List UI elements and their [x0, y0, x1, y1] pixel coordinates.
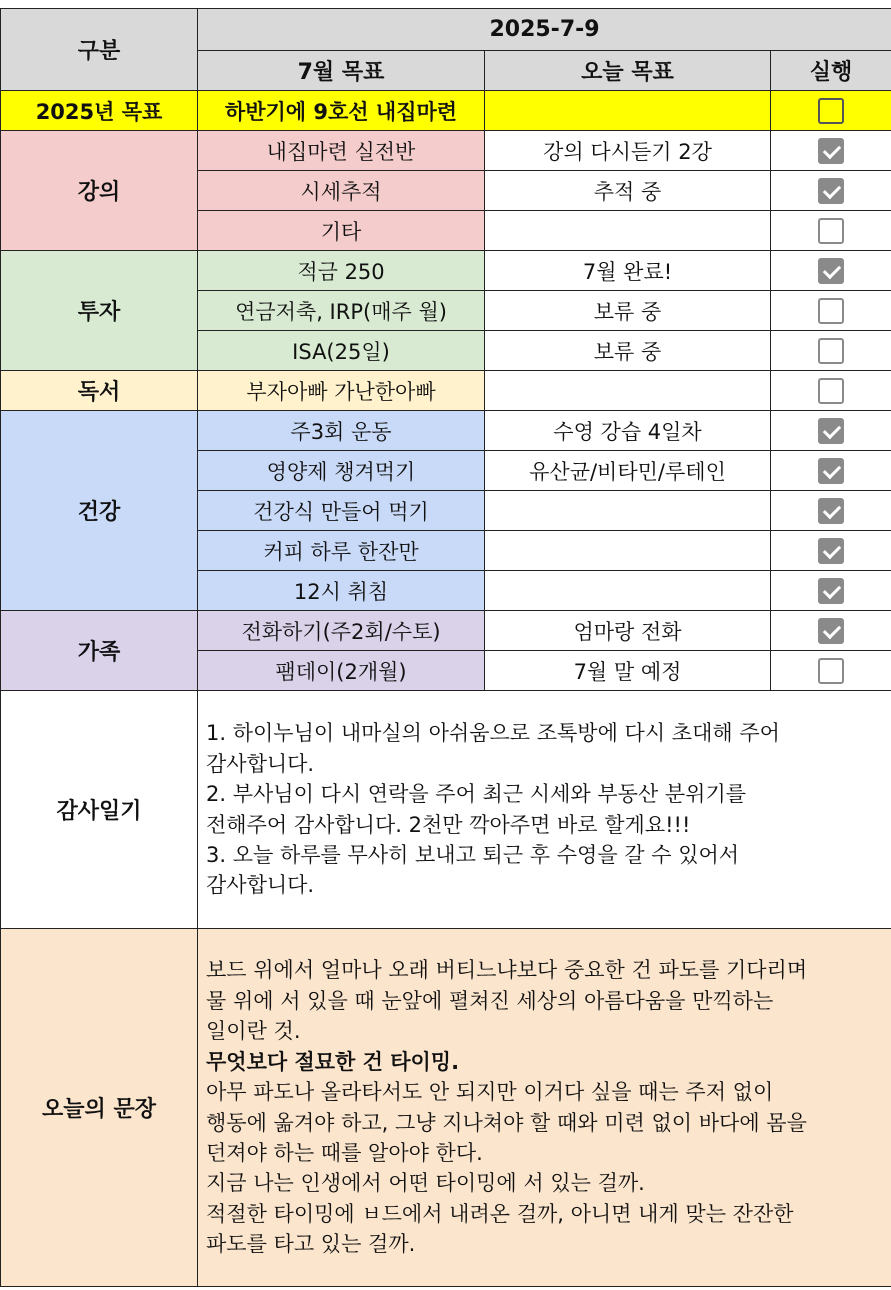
- category-cell: 투자: [1, 251, 198, 371]
- goal-row: [1, 131, 891, 171]
- goal-sheet: [0, 8, 891, 1287]
- sentence-line: 일이란 것.: [206, 1019, 301, 1044]
- sentence-line: 아무 파도나 올라타서도 안 되지만 이거다 싶을 때는 주저 없이: [206, 1080, 774, 1105]
- month-goal-cell: 적금 250: [198, 251, 485, 291]
- sentence-line: 적절한 타이밍에 ㅂ드에서 내려온 걸까, 아니면 내게 맞는 잔잔한: [206, 1201, 794, 1226]
- done-cell: [771, 331, 891, 371]
- year-goal-today: [485, 91, 771, 131]
- month-goal-cell: 주3회 운동: [198, 411, 485, 451]
- sentence-line: 행동에 옮겨야 하고, 그냥 지나쳐야 할 때와 미련 없이 바다에 몸을: [206, 1110, 807, 1135]
- sentence-label: 오늘의 문장: [1, 929, 198, 1287]
- checkbox-checked[interactable]: [818, 258, 844, 284]
- month-goal-cell: 내집마련 실전반: [198, 131, 485, 171]
- today-goal-cell: 유산균/비타민/루테인: [485, 451, 771, 491]
- category-cell: 독서: [1, 371, 198, 411]
- month-goal-cell: ISA(25일): [198, 331, 485, 371]
- done-cell: [771, 171, 891, 211]
- today-goal-cell: 보류 중: [485, 331, 771, 371]
- today-goal-cell: 추적 중: [485, 171, 771, 211]
- month-goal-cell: 영양제 챙겨먹기: [198, 451, 485, 491]
- today-goal-cell: 보류 중: [485, 291, 771, 331]
- done-cell: [771, 571, 891, 611]
- goal-row: [1, 251, 891, 291]
- month-goal-cell: 연금저축, IRP(매주 월): [198, 291, 485, 331]
- sentence-line: 파도를 타고 있는 걸까.: [206, 1232, 416, 1257]
- today-goal-cell: 7월 말 예정: [485, 651, 771, 691]
- done-cell: [771, 531, 891, 571]
- month-goal-cell: 팸데이(2개월): [198, 651, 485, 691]
- category-cell: 강의: [1, 131, 198, 251]
- gratitude-text: [198, 691, 891, 929]
- done-cell: [771, 211, 891, 251]
- today-goal-cell: [485, 371, 771, 411]
- done-cell: [771, 611, 891, 651]
- checkbox[interactable]: [818, 338, 844, 364]
- month-goal-cell: 기타: [198, 211, 485, 251]
- sentence-line: 물 위에 서 있을 때 눈앞에 펼쳐진 세상의 아름다움을 만끽하는: [206, 988, 774, 1013]
- sentence-row: [1, 929, 891, 1287]
- year-goal-label: 2025년 목표: [1, 91, 198, 131]
- checkbox[interactable]: [818, 378, 844, 404]
- done-cell: [771, 131, 891, 171]
- goal-row: [1, 411, 891, 451]
- gratitude-line: 3. 오늘 하루를 무사히 보내고 퇴근 후 수영을 갈 수 있어서: [206, 842, 740, 867]
- checkbox-checked[interactable]: [818, 458, 844, 484]
- month-goal-cell: 건강식 만들어 먹기: [198, 491, 485, 531]
- today-goal-cell: [485, 571, 771, 611]
- year-goal-check-cell: [771, 91, 891, 131]
- checkbox-checked[interactable]: [818, 138, 844, 164]
- today-goal-cell: 7월 완료!: [485, 251, 771, 291]
- checkbox-checked[interactable]: [818, 178, 844, 204]
- goal-row: [1, 611, 891, 651]
- checkbox[interactable]: [818, 658, 844, 684]
- gratitude-line: 2. 부사님이 다시 연락을 주어 최근 시세와 부동산 분위기를: [206, 782, 747, 807]
- sentence-text: [198, 929, 891, 1287]
- today-goal-cell: 강의 다시듣기 2강: [485, 131, 771, 171]
- checkbox-checked[interactable]: [818, 618, 844, 644]
- done-cell: [771, 411, 891, 451]
- month-goal-cell: 커피 하루 한잔만: [198, 531, 485, 571]
- sentence-line: 보드 위에서 얼마나 오래 버티느냐보다 중요한 건 파도를 기다리며: [206, 958, 808, 983]
- gratitude-row: [1, 691, 891, 929]
- gratitude-line: 전해주어 감사합니다. 2천만 깍아주면 바로 할게요!!!: [206, 812, 691, 837]
- sentence-line: 던져야 하는 때를 알아야 한다.: [206, 1140, 483, 1165]
- sentence-line: 무엇보다 절묘한 건 타이밍.: [206, 1049, 460, 1074]
- today-goal-cell: [485, 491, 771, 531]
- done-cell: [771, 451, 891, 491]
- done-cell: [771, 251, 891, 291]
- done-cell: [771, 291, 891, 331]
- header-category: 구분: [1, 9, 198, 91]
- checkbox-checked[interactable]: [818, 418, 844, 444]
- today-goal-cell: 수영 강습 4일차: [485, 411, 771, 451]
- gratitude-label: 감사일기: [1, 691, 198, 929]
- checkbox-checked[interactable]: [818, 498, 844, 524]
- checkbox[interactable]: [818, 218, 844, 244]
- checkbox-checked[interactable]: [818, 578, 844, 604]
- sentence-line: 지금 나는 인생에서 어떤 타이밍에 서 있는 걸까.: [206, 1171, 645, 1196]
- month-goal-cell: 12시 취침: [198, 571, 485, 611]
- year-goal-text: 하반기에 9호선 내집마련: [198, 91, 485, 131]
- category-cell: 건강: [1, 411, 198, 611]
- header-date: 2025-7-9: [198, 9, 891, 51]
- month-goal-cell: 시세추적: [198, 171, 485, 211]
- header-today-goal: 오늘 목표: [485, 51, 771, 91]
- done-cell: [771, 371, 891, 411]
- month-goal-cell: 전화하기(주2회/수토): [198, 611, 485, 651]
- today-goal-cell: [485, 211, 771, 251]
- gratitude-line: 1. 하이누님이 내마실의 아쉬움으로 조톡방에 다시 초대해 주어: [206, 721, 780, 746]
- header-month-goal: 7월 목표: [198, 51, 485, 91]
- gratitude-line: 감사합니다.: [206, 873, 315, 898]
- done-cell: [771, 491, 891, 531]
- checkbox[interactable]: [818, 298, 844, 324]
- gratitude-line: 감사합니다.: [206, 751, 315, 776]
- year-goal-row: [1, 91, 891, 131]
- today-goal-cell: 엄마랑 전화: [485, 611, 771, 651]
- header-done: 실행: [771, 51, 891, 91]
- category-cell: 가족: [1, 611, 198, 691]
- goal-row: [1, 371, 891, 411]
- done-cell: [771, 651, 891, 691]
- checkbox-checked[interactable]: [818, 538, 844, 564]
- month-goal-cell: 부자아빠 가난한아빠: [198, 371, 485, 411]
- today-goal-cell: [485, 531, 771, 571]
- checkbox[interactable]: [818, 98, 844, 124]
